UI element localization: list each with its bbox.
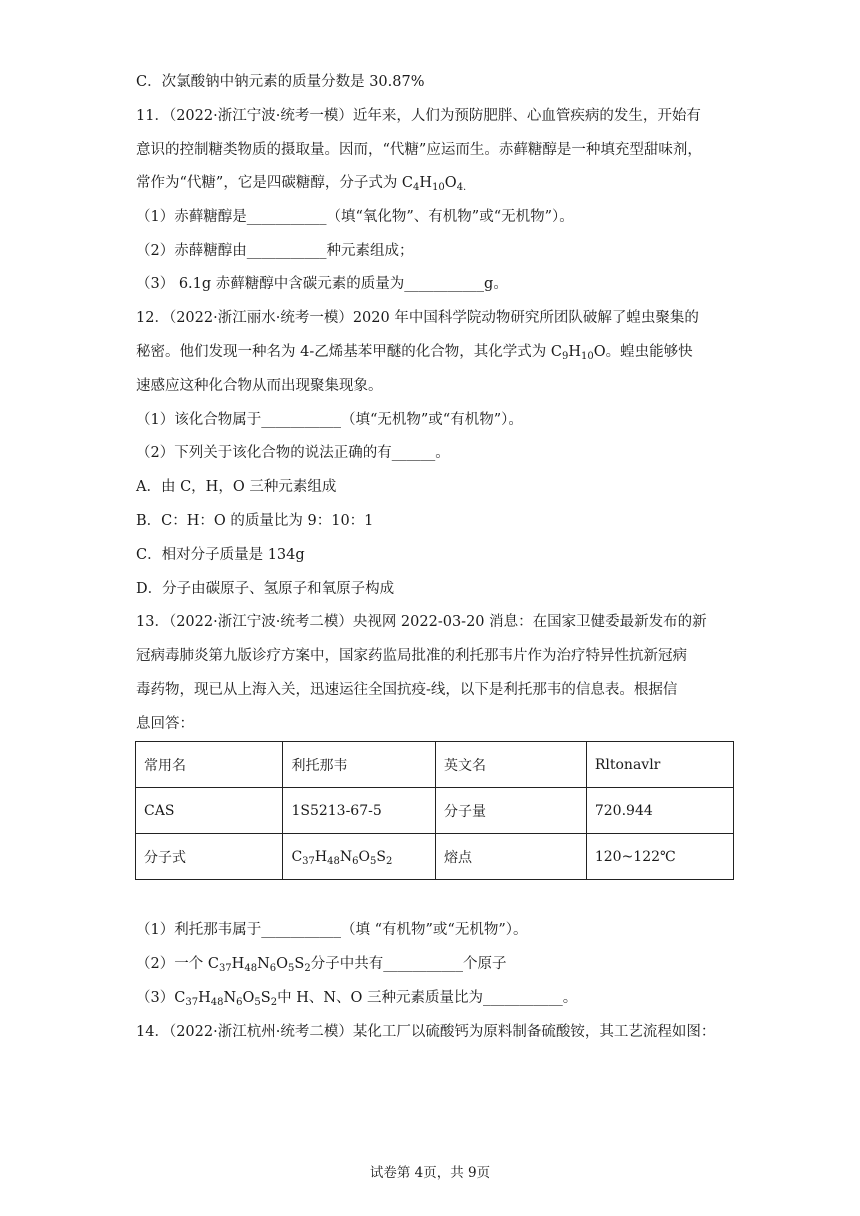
table-cell: 熔点 xyxy=(436,834,587,880)
table-cell: 120~122℃ xyxy=(586,834,733,880)
question-12-part-1: （1）该化合物属于___________（填“无机物”或“有机物”）。 xyxy=(136,412,523,428)
question-11-part-3: （3） 6.1g 赤藓糖醇中含碳元素的质量为___________g。 xyxy=(136,276,508,292)
question-13-part-2: （2）一个 $C_{37}H_{48}N_6O_5S_2$分子中共有___________个原子 xyxy=(136,956,507,974)
ritonavir-info-table xyxy=(135,741,734,880)
question-12-option-d: D．分子由碳原子、氢原子和氧原子构成 xyxy=(136,581,395,597)
question-11-line-2: 意识的控制糖类物质的摄取量。因而，“代糖”应运而生。赤藓糖醇是一种填充型甜味剂， xyxy=(136,142,702,158)
question-13-line-2: 冠病毒肺炎第九版诊疗方案中，国家药监局批准的利托那韦片作为治疗特异性抗新冠病 xyxy=(136,648,687,664)
table-row xyxy=(136,834,734,880)
table-row xyxy=(136,742,734,788)
table-row xyxy=(136,788,734,834)
table-cell: 分子量 xyxy=(436,788,587,834)
table-cell: CAS xyxy=(136,788,283,834)
question-12-line-3: 速感应这种化合物从而出现聚集现象。 xyxy=(136,378,383,394)
table-cell: 常用名 xyxy=(136,742,283,788)
question-14-line-1: 14．（2022·浙江杭州·统考二模）某化工厂以硫酸钙为原料制备硫酸铵，其工艺流程如图： xyxy=(136,1024,716,1040)
question-12-line-2: 秘密。他们发现一种名为 4-乙烯基苯甲醚的化合物，其化学式为 $C_9H_{10}O$。蝗虫能够快 xyxy=(136,344,693,362)
option-c-line: C．次氯酸钠中钠元素的质量分数是 30.87% xyxy=(136,74,425,90)
question-11-part-1: （1）赤藓糖醇是___________（填“氧化物”、有机物”或“无机物”）。 xyxy=(136,209,574,225)
table-cell: 分子式 xyxy=(136,834,283,880)
table-cell: 英文名 xyxy=(436,742,587,788)
question-12-option-a: A．由 C，H，O 三种元素组成 xyxy=(136,479,337,495)
question-12-option-c: C．相对分子质量是 134g xyxy=(136,547,305,563)
question-13-part-3: $(3)C_{37}H_{48}N_6O_5S_2$中 H、N、O 三种元素质量比为___________。 xyxy=(136,990,578,1008)
question-13-line-3: 毒药物，现已从上海入关，迅速运往全国抗疫-线，以下是利托那韦的信息表。根据信 xyxy=(136,682,678,698)
question-12-part-2: （2）下列关于该化合物的说法正确的有______。 xyxy=(136,445,450,461)
question-12-line-1: 12．（2022·浙江丽水·统考一模）2020 年中国科学院动物研究所团队破解了蝗虫聚集的 xyxy=(136,310,699,326)
question-11-line-1: 11．（2022·浙江宁波·统考一模）近年来，人们为预防肥胖、心血管疾病的发生，开始有 xyxy=(136,108,701,124)
table-cell: 720.944 xyxy=(586,788,733,834)
molecular-formula-cell: $C_{37}H_{48}N_6O_5S_2$ xyxy=(283,834,436,880)
question-13-line-4: 息回答： xyxy=(136,716,194,732)
table-cell: 1S5213-67-5 xyxy=(283,788,436,834)
question-13-part-1: （1）利托那韦属于___________（填 “有机物”或“无机物”）。 xyxy=(136,922,528,938)
question-13-line-1: 13．（2022·浙江宁波·统考二模）央视网 2022-03-20 消息：在国家卫健委最新发布的新 xyxy=(136,614,707,630)
question-12-option-b: B．C：H：O 的质量比为 9：10：1 xyxy=(136,513,374,529)
question-11-part-2: （2）赤薛糖醇由___________种元素组成； xyxy=(136,243,414,259)
page-footer: 试卷第 4页，共 9页 xyxy=(369,1165,491,1181)
question-11-line-3: 常作为“代糖”，它是四碳糖醇，分子式为 $C_4H_{10}O_{4.}$ xyxy=(136,175,467,193)
table-cell: 利托那韦 xyxy=(283,742,436,788)
table-cell: Rltonavlr xyxy=(586,742,733,788)
